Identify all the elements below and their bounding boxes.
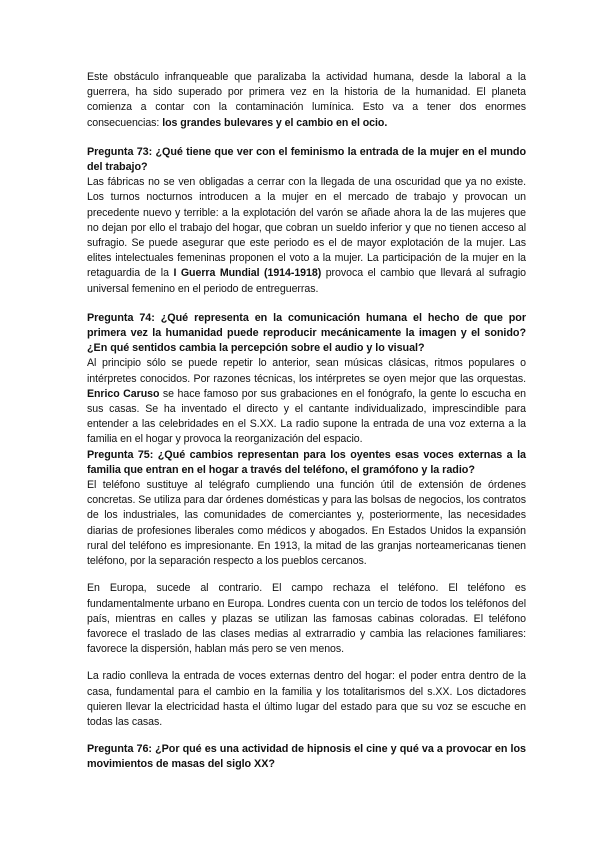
answer-73-text-2: provoca el cambio que llevará al sufragio universal femenino en el periodo de entreguerras. <box>87 267 526 295</box>
answer-75-paragraph-2: En Europa, sucede al contrario. El campo rechaza el teléfono. El teléfono es fundamentalmente urbano en Europa. Londres cuenta con un tercio de todos los teléfonos del país, mientras en calles y plazas se utilizan las famosas cabinas coloradas. El teléfono favorece el traslado de las clases medias al extrarradio y cambia las relaciones familiares: favorece la dispersión, hablan más pero se ven menos. <box>87 582 526 656</box>
question-74-heading: Pregunta 74: ¿Qué representa en la comunicación humana el hecho de que por primera vez la humanidad puede reproducir mecánicamente la imagen y el sonido? ¿En qué sentidos cambia la percepción sobre el audio y lo visual? <box>87 311 526 355</box>
question-76-heading: Pregunta 76: ¿Por qué es una actividad de hipnosis el cine y qué va a provocar en los movimientos de masas del siglo XX? <box>87 743 526 771</box>
answer-74-bold-1: Enrico Caruso <box>87 387 160 400</box>
intro-text: Este obstáculo infranqueable que paralizaba la actividad humana, desde la laboral a la guerrera, ha sido superado por primera vez en la historia de la humanidad. El planeta comienza a contar con la contaminación lumínica. Esto va a tener dos enormes consecuencias: <box>87 71 526 129</box>
intro-paragraph <box>87 70 526 131</box>
answer-74-paragraph <box>87 356 526 447</box>
answer-75-paragraph-1: El teléfono sustituye al telégrafo cumpliendo una función útil de extensión de órdenes concretas. Se utiliza para dar órdenes domésticas y para las bolsas de negocios, los contratos de los industriales, las comunidades de comerciantes y, posteriormente, las necesidades diarias de profesiones liberales como médicos y abogados. En Estados Unidos la expansión rural del teléfono es impresionante. En 1913, la mitad de las granjas norteamericanas tienen teléfono, por la separación respecto a los pueblos cercanos. <box>87 479 526 568</box>
answer-73-bold-1: I Guerra Mundial (1914-1918) <box>173 267 322 280</box>
answer-73-text-1: Las fábricas no se ven obligadas a cerrar con la llegada de una oscuridad que ya no existe. Los turnos nocturnos introducen a la mujer en el mercado de trabajo y provocan un precedente nuevo y terrible: a la explotación del varón se añade ahora la de las mujeres que no dejan por ello el trabajo del hogar, que cobran un sueldo inferior y que no tienen acceso al sufragio. Se puede asegurar que este periodo es el de mayor explotación de la mujer. Las elites intelectuales femeninas proponen el voto a la mujer. La participación de la mujer en la retaguardia de la <box>87 176 526 280</box>
question-73-heading: Pregunta 73: ¿Qué tiene que ver con el feminismo la entrada de la mujer en el mundo del trabajo? <box>87 145 526 174</box>
answer-74-text-1: Al principio sólo se puede repetir lo anterior, sean músicas clásicas, ritmos populares o intérpretes conocidos. Por razones técnicas, los intérpretes se oyen mejor que las orquestas. <box>87 357 526 385</box>
answer-73-paragraph <box>87 175 526 297</box>
answer-75-paragraph-3: La radio conlleva la entrada de voces externas dentro del hogar: el poder entra dentro de la casa, fundamental para el cambio en la familia y los totalitarismos del s.XX. Los dictadores quieren llevar la electricidad hasta el último lugar del estado para que su voz se escuche en todas las casas. <box>87 670 526 728</box>
question-75-heading: Pregunta 75: ¿Qué cambios representan para los oyentes esas voces externas a la familia que entran en el hogar a través del teléfono, el gramófono y la radio? <box>87 448 526 476</box>
answer-74-text-2: se hace famoso por sus grabaciones en el fonógrafo, la gente lo escucha en sus casas. Se ha inventado el directo y el cantante individualizado, imprescindible para entender a las celebridades en el S.XX. La radio supone la entrada de una voz externa a la familia en el hogar y provoca la reorganización del espacio. <box>87 387 526 446</box>
intro-bold: los grandes bulevares y el cambio en el ocio. <box>162 116 388 129</box>
